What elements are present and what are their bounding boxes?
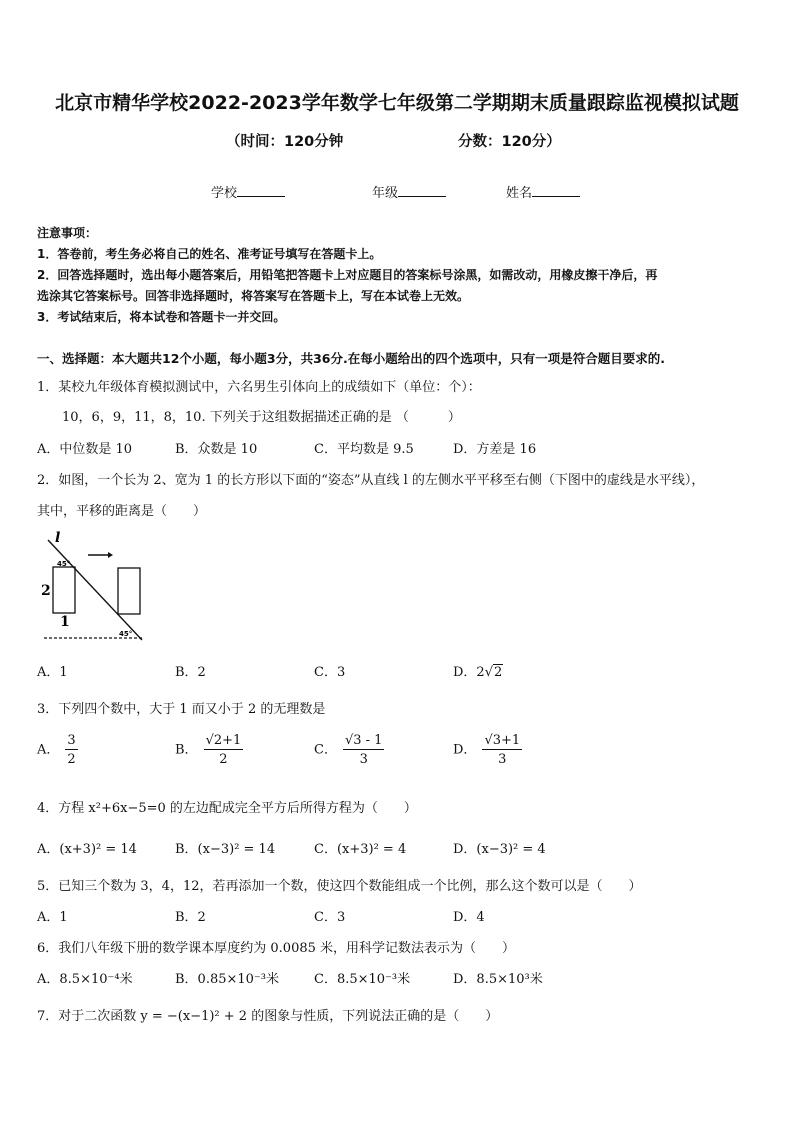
- grade-label: 年级: [372, 186, 399, 201]
- q3-option-c: C． $\frac{√3 - 1}{3}$: [314, 733, 383, 767]
- q3-b-num: 2+1: [213, 733, 242, 748]
- q1-option-d: D．方差是 16: [453, 442, 537, 457]
- exam-time: （时间：120分钟: [226, 134, 344, 150]
- q3-d-den: 3: [498, 752, 507, 767]
- q1-data: 10，6，9，11，8，10. 下列关于这组数据描述正确的是 （ ）: [62, 410, 461, 425]
- q3-a-num: 3: [67, 733, 76, 748]
- q2-option-c: C．3: [314, 665, 346, 680]
- exam-score: 分数：120分）: [458, 134, 561, 150]
- q1-option-a: A．中位数是 10: [37, 442, 133, 457]
- q5-stem: 5．已知三个数为 3，4，12，若再添加一个数，使这四个数能组成一个比例，那么这个数可以是（ ）: [37, 879, 642, 894]
- q6-option-c: C．8.5×10⁻³米: [314, 972, 411, 987]
- q4-option-c: C．(x+3)² = 4: [314, 842, 407, 857]
- rect-right: [118, 568, 140, 614]
- q5-option-b: B．2: [175, 910, 206, 925]
- q3-option-a: A． $\frac{3}{2}$: [37, 733, 76, 767]
- q2-option-a: A．1: [37, 665, 68, 680]
- school-label: 学校: [211, 186, 238, 201]
- school-field: [211, 182, 285, 201]
- q4-option-d: D．(x−3)² = 4: [453, 842, 546, 857]
- q6-option-b: B．0.85×10⁻³米: [175, 972, 280, 987]
- q3-c-num: 3 - 1: [353, 733, 383, 748]
- q6-option-d: D．8.5×10³米: [453, 972, 543, 987]
- q5-option-c: C．3: [314, 910, 346, 925]
- q2-figure: [36, 530, 148, 645]
- label-l: l: [55, 530, 61, 546]
- angle-bottom: 45°: [119, 630, 133, 638]
- q3-option-d: D． $\frac{√3+1}{3}$: [453, 733, 521, 767]
- q3-b-den: 2: [219, 752, 228, 767]
- q6-stem: 6．我们八年级下册的数学课本厚度约为 0.0085 米，用科学记数法表示为（ ）: [37, 941, 516, 956]
- q2-stem: 2．如图，一个长为 2、宽为 1 的长方形以下面的“姿态”从直线 l 的左侧水平平移至右侧（下图中的虚线是水平线），: [37, 473, 705, 488]
- q3-c-den: 3: [359, 752, 368, 767]
- q1-stem: 1．某校九年级体育模拟测试中，六名男生引体向上的成绩如下（单位：个）：: [37, 380, 481, 395]
- note-item: 1．答卷前，考生务必将自己的姓名、准考证号填写在答题卡上。: [37, 247, 382, 261]
- q2-option-d: D．2√2: [453, 665, 503, 680]
- grade-field: [372, 182, 446, 201]
- arrow-right-icon: [88, 552, 113, 558]
- q5-option-d: D．4: [453, 910, 485, 925]
- q4-stem: 4．方程 x²+6x−5=0 的左边配成完全平方后所得方程为（ ）: [37, 801, 417, 816]
- section-heading: 一、选择题：本大题共12个小题，每小题3分，共36分.在每小题给出的四个选项中，只有一项是符合题目要求的.: [37, 351, 665, 366]
- q2-d-radicand: 2: [494, 665, 503, 680]
- q3-d-num: 3+1: [492, 733, 521, 748]
- q4-option-b: B．(x−3)² = 14: [175, 842, 276, 857]
- q2-stem-cont: 其中，平移的距离是（ ）: [37, 504, 207, 519]
- note-item: 2．回答选择题时，选出每小题答案后，用铅笔把答题卡上对应题目的答案标号涂黑，如需改动，用橡皮擦干净后，再: [37, 268, 658, 282]
- q6-option-a: A．8.5×10⁻⁴米: [37, 972, 133, 987]
- length-label: 2: [41, 583, 51, 599]
- note-item: 选涂其它答案标号。回答非选择题时，将答案写在答题卡上，写在本试卷上无效。: [37, 289, 470, 303]
- q5-option-a: A．1: [37, 910, 68, 925]
- width-label: 1: [60, 614, 70, 630]
- note-item: 3．考试结束后，将本试卷和答题卡一并交回。: [37, 310, 286, 324]
- q7-stem: 7．对于二次函数 y = −(x−1)² + 2 的图象与性质，下列说法正确的是（ ）: [37, 1009, 499, 1024]
- name-field: [506, 182, 580, 201]
- q3-a-den: 2: [67, 752, 76, 767]
- q1-option-b: B．众数是 10: [175, 442, 258, 457]
- name-label: 姓名: [506, 186, 533, 201]
- q2-option-b: B．2: [175, 665, 206, 680]
- q3-stem: 3．下列四个数中，大于 1 而又小于 2 的无理数是: [37, 702, 326, 717]
- angle-top: 45°: [57, 560, 71, 568]
- rect-left: [53, 567, 75, 613]
- q1-option-c: C．平均数是 9.5: [314, 442, 414, 457]
- q4-option-a: A．(x+3)² = 14: [37, 842, 137, 857]
- notes-heading: 注意事项：: [37, 226, 98, 240]
- page-title: 北京市精华学校2022-2023学年数学七年级第二学期期末质量跟踪监视模拟试题: [55, 92, 739, 114]
- q3-option-b: B． $\frac{√2+1}{2}$: [175, 733, 242, 767]
